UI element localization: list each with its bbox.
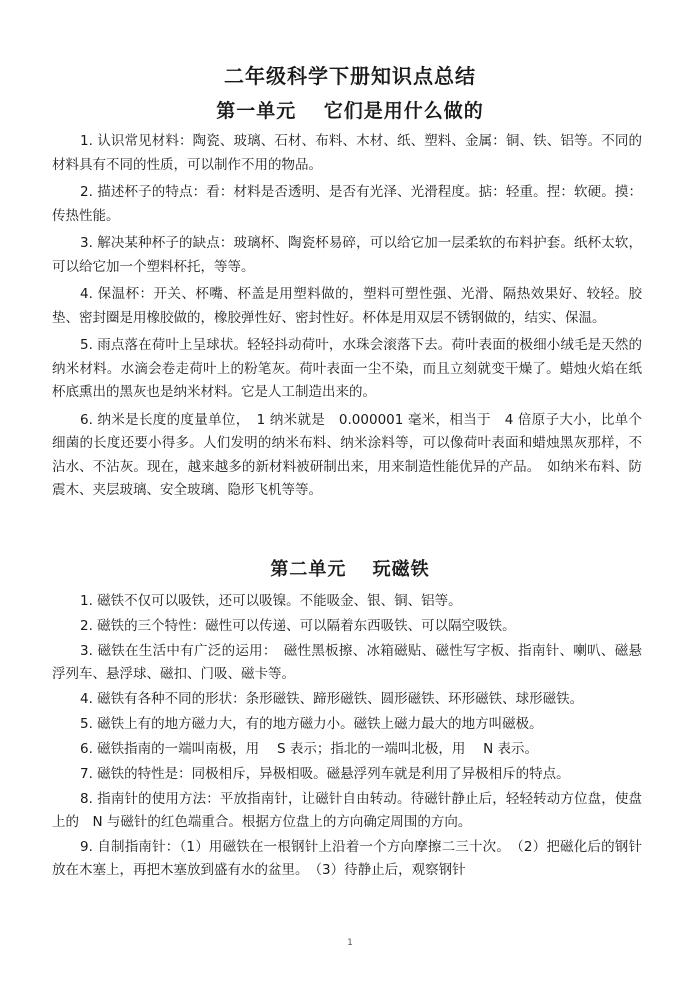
unit2-paragraph-2: 2. 磁铁的三个特性：磁性可以传递、可以隔着东西吸铁、可以隔空吸铁。 [80, 618, 516, 634]
unit2-heading: 第二单元 玩磁铁 [270, 559, 430, 580]
unit2-paragraph-6: 6. 磁铁指南的一端叫南极，用 S 表示；指北的一端叫北极，用 N 表示。 [80, 741, 539, 757]
unit1-paragraph-4: 4. 保温杯：开关、杯嘴、杯盖是用塑料做的，塑料可塑性强、光滑、隔热效果好、较轻。胶垫、密封圈是用橡胶做的，橡胶弹性好、密封性好。杯体是用双层不锈钢做的，结实、保温。 [52, 286, 642, 326]
unit1-paragraph-2: 2. 描述杯子的特点：看：材料是否透明、是否有光泽、光滑程度。掂：轻重。捏：软硬。摸：传热性能。 [52, 184, 642, 224]
unit2-paragraph-7: 7. 磁铁的特性是：同极相斥，异极相吸。磁悬浮列车就是利用了异极相斥的特点。 [80, 766, 570, 782]
unit1-paragraph-1: 1. 认识常见材料：陶瓷、玻璃、石材、布料、木材、纸、塑料、金属：铜、铁、铝等。不同的材料具有不同的性质，可以制作不用的物品。 [52, 133, 642, 173]
unit2-paragraph-8: 8. 指南针的使用方法：平放指南针，让磁针自由转动。待磁针静止后，轻轻转动方位盘，使盘上的 N 与磁针的红色端重合。根据方位盘上的方向确定周围的方向。 [52, 791, 642, 830]
unit2-paragraph-9: 9. 自制指南针：（1）用磁铁在一根钢针上沿着一个方向摩擦二三十次。 （2）把磁化后的钢针放在木塞上，再把木塞放到盛有水的盆里。 （3）待静止后，观察钢针 [52, 839, 642, 878]
unit2-content [52, 590, 642, 884]
unit2-paragraph-4: 4. 磁铁有各种不同的形状：条形磁铁、蹄形磁铁、圆形磁铁、环形磁铁、球形磁铁。 [80, 691, 584, 707]
unit1-heading: 第一单元 它们是用什么做的 [216, 100, 484, 122]
unit1-paragraph-5: 5. 雨点落在荷叶上呈球状。轻轻抖动荷叶，水珠会滚落下去。荷叶表面的极细小绒毛是天然的纳米材料。水滴会卷走荷叶上的粉笔灰。荷叶表面一尘不染，而且立刻就变干燥了。蜡烛火焰在纸杯底熏出的黑灰也是纳米材料。它是人工制造出来的。 [52, 337, 642, 400]
unit2-paragraph-1: 1. 磁铁不仅可以吸铁，还可以吸镍。不能吸金、银、铜、铝等。 [80, 593, 462, 609]
unit2-paragraph-5: 5. 磁铁上有的地方磁力大，有的地方磁力小。磁铁上磁力最大的地方叫磁极。 [80, 716, 543, 732]
unit2-paragraph-3: 3. 磁铁在生活中有广泛的运用： 磁性黑板擦、冰箱磁贴、磁性写字板、指南针、喇叭、磁悬浮列车、悬浮球、磁扣、门吸、磁卡等。 [52, 643, 642, 682]
unit1-paragraph-6: 6. 纳米是长度的度量单位， 1 纳米就是 0.000001 毫米，相当于 4 倍原子大小，比单个细菌的长度还要小得多。人们发明的纳米布料、纳米涂料等，可以像荷叶表面和蜡烛黑灰那样，不沾水、不沾灰。现在，越来越多的新材料被研制出来，用来制造性能优异的产品。 如纳米布料、防震木、夹层玻璃、安全玻璃、隐形飞机等等。 [52, 411, 642, 498]
unit1-content [52, 130, 642, 507]
document-title: 二年级科学下册知识点总结 [224, 64, 476, 88]
page-number: 1 [347, 938, 353, 948]
unit1-paragraph-3: 3. 解决某种杯子的缺点：玻璃杯、陶瓷杯易碎，可以给它加一层柔软的布料护套。纸杯太软，可以给它加一个塑料杯托，等等。 [52, 235, 642, 275]
